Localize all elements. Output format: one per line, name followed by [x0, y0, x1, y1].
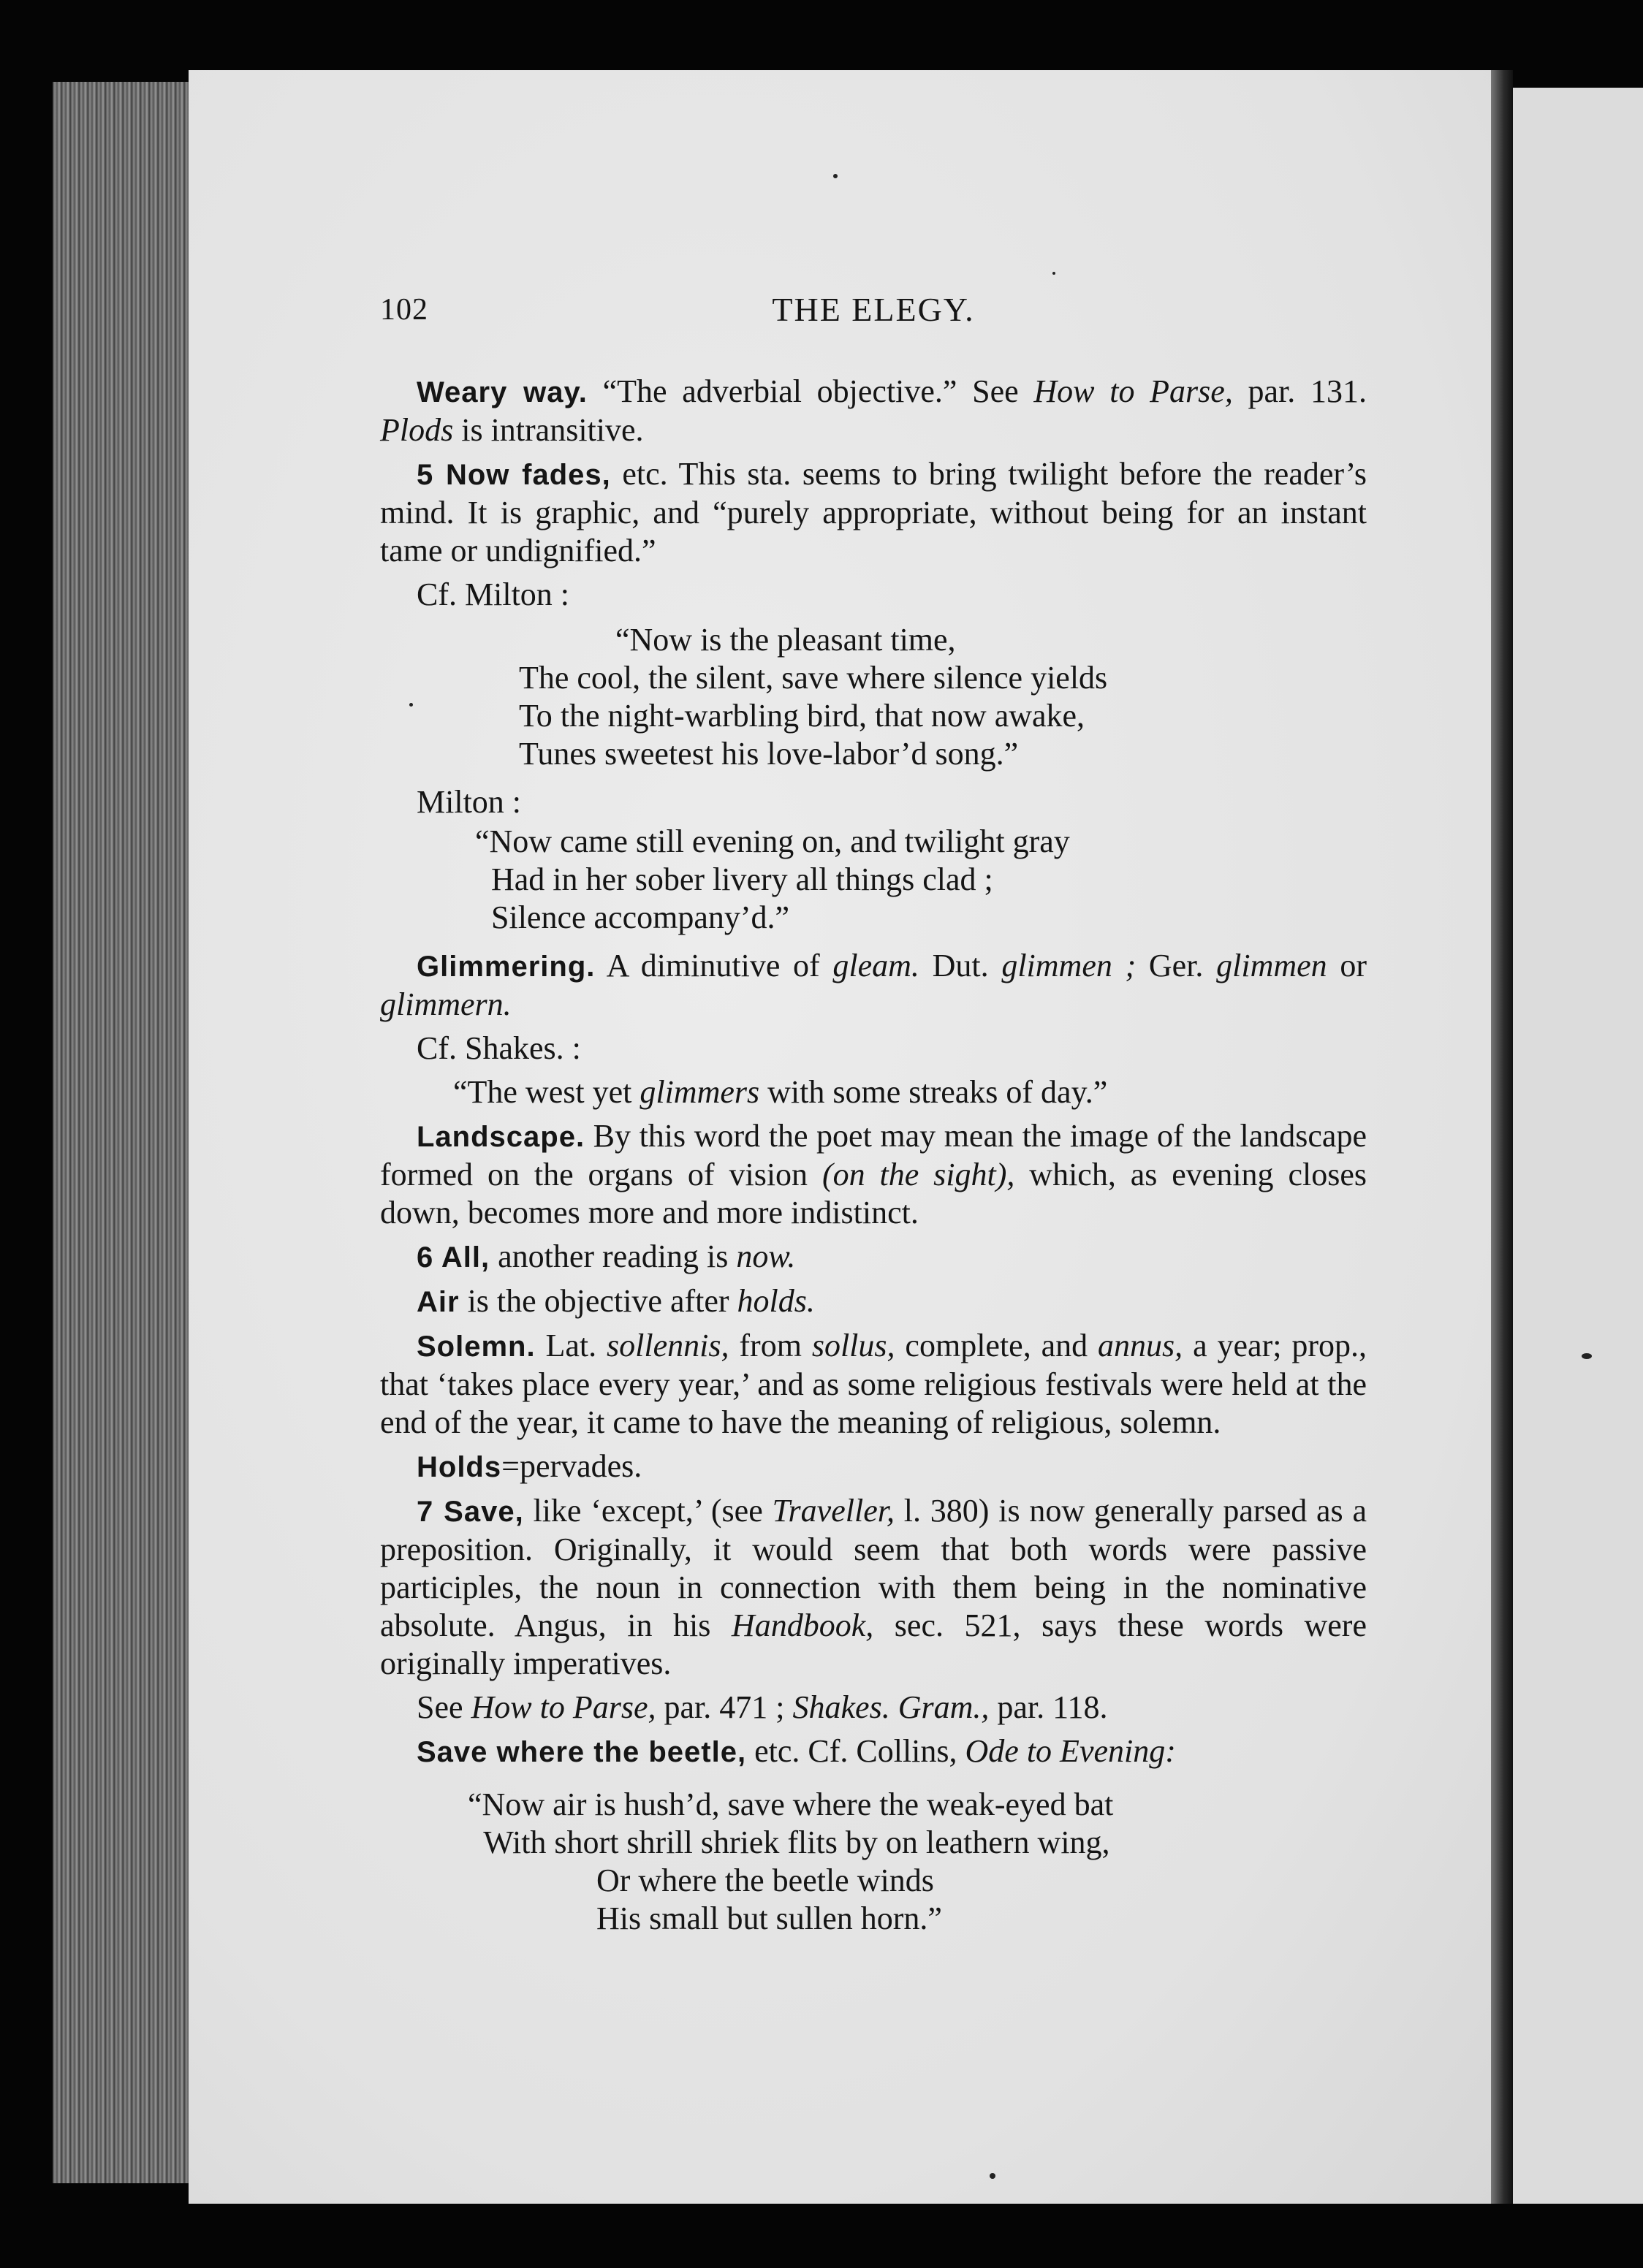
entry-text: is intransitive.: [453, 412, 644, 448]
italic-word: glimmen: [1216, 948, 1327, 983]
italic-ref: How to Parse,: [471, 1689, 656, 1725]
italic-word: sollennis,: [607, 1328, 729, 1363]
headword: All,: [441, 1241, 490, 1274]
headword: Holds: [417, 1451, 502, 1483]
line-number: 5: [417, 459, 446, 491]
quote-text: “The west yet: [453, 1074, 640, 1110]
entry-all: [380, 1238, 1367, 1276]
entry-text: is the objective after: [459, 1283, 737, 1319]
headword: Glimmering.: [417, 951, 596, 983]
entry-text: like ‘except,’ (see: [523, 1493, 773, 1529]
entry-air: [380, 1282, 1367, 1321]
verse-line: The cool, the silent, save where silence yields: [519, 660, 1108, 696]
entry-text: “The adverbial objective.” See: [587, 373, 1034, 409]
entry-text: See: [417, 1689, 471, 1725]
headword: Now fades,: [445, 459, 611, 491]
shakes-quote: [453, 1073, 1367, 1111]
verse-line: To the night-warbling bird, that now awake,: [519, 698, 1085, 734]
entry-text: =pervades.: [501, 1448, 642, 1484]
verse-line: Had in her sober livery all things clad ;: [475, 861, 993, 897]
entry-text: from: [729, 1328, 812, 1363]
italic-phrase: (on the sight),: [822, 1157, 1015, 1192]
line-number: 7: [417, 1496, 444, 1528]
cf-shakes: Cf. Shakes. :: [417, 1030, 581, 1066]
milton-label: Milton :: [417, 784, 522, 820]
verse-line: Or where the beetle winds: [468, 1862, 934, 1898]
italic-word: glimmen ;: [1001, 948, 1137, 983]
verse-line: “Now is the pleasant time,: [519, 622, 956, 658]
entry-weary-way: [380, 373, 1367, 449]
entry-text: or: [1327, 948, 1367, 983]
italic-ref: Traveller,: [772, 1493, 895, 1529]
italic-ref: Handbook,: [731, 1607, 874, 1643]
italic-word: glimmers: [640, 1074, 760, 1110]
quote-text: with some streaks of day.”: [759, 1074, 1108, 1110]
facing-page: [1513, 88, 1643, 2204]
milton-quote-2: [475, 823, 1367, 937]
entry-text: Dut.: [919, 948, 1002, 983]
italic-word: glimmern.: [380, 986, 512, 1022]
italic-ref: Shakes. Gram.,: [792, 1689, 990, 1725]
entry-save: [380, 1492, 1367, 1683]
entry-now-fades: [380, 455, 1367, 570]
entry-text: etc. This sta. seems to bring twilight before the reader’s mind. It is graphic, and “purely appropriate, without being for an instant tame or undignified.”: [380, 456, 1367, 568]
verse-line: Tunes sweetest his love-labor’d song.”: [519, 736, 1019, 772]
page-header: [380, 291, 1367, 335]
milton-quote-1: [519, 621, 1367, 773]
verse-line: “Now came still evening on, and twilight gray: [475, 823, 1070, 859]
headword: Air: [417, 1286, 460, 1318]
page-number: 102: [380, 293, 428, 327]
italic-word: annus,: [1098, 1328, 1183, 1363]
italic-ref: Ode to Evening:: [965, 1733, 1176, 1769]
entry-text: A diminutive of: [595, 948, 833, 983]
entry-text: Ger.: [1136, 948, 1217, 983]
entry-text: sec. 521, says these words were originally imperatives.: [380, 1607, 1367, 1681]
entry-save-where-beetle: [380, 1732, 1367, 1771]
italic-word: now.: [736, 1238, 796, 1274]
entry-text: Lat.: [535, 1328, 607, 1363]
italic-word: Plods: [380, 412, 454, 448]
see-references: [380, 1689, 1367, 1727]
entry-text: par. 471 ;: [656, 1689, 793, 1725]
entry-text: par. 118.: [989, 1689, 1108, 1725]
italic-word: gleam.: [832, 948, 919, 983]
entry-text: another reading is: [490, 1238, 737, 1274]
entry-text: By this word the poet may mean the image of the landscape formed on the organs of vision: [380, 1118, 1367, 1192]
italic-word: sollus,: [811, 1328, 895, 1363]
cf-milton: Cf. Milton :: [417, 576, 570, 612]
headword: Solemn.: [417, 1331, 536, 1363]
headword: Save where the beetle,: [417, 1736, 747, 1768]
headword: Weary way.: [417, 376, 588, 408]
verse-line: With short shrill shriek flits by on leathern wing,: [468, 1824, 1110, 1860]
italic-ref: How to Parse,: [1033, 373, 1233, 409]
entry-text: a year; prop., that ‘takes place every year,’ and as some religious festivals were held at the end of the year, it came to have the meaning of religious, solemn.: [380, 1328, 1367, 1440]
headword: Save,: [444, 1496, 524, 1528]
entry-solemn: [380, 1327, 1367, 1442]
entry-text: par. 131.: [1232, 373, 1367, 409]
entry-landscape: [380, 1117, 1367, 1232]
book-page-edges: [53, 82, 199, 2183]
entry-holds: [380, 1447, 1367, 1486]
entry-text: complete, and: [895, 1328, 1099, 1363]
entry-text: etc. Cf. Collins,: [746, 1733, 965, 1769]
entry-text: which, as evening closes down, becomes more and more indistinct.: [380, 1157, 1367, 1230]
headword: Landscape.: [417, 1121, 585, 1153]
entry-glimmering: [380, 947, 1367, 1024]
entry-text: l. 380) is now generally parsed as a preposition. Originally, it would seem that both words were passive participles, the noun in connection with them being in the nominative absolute. Angus, in his: [380, 1493, 1367, 1643]
running-title: THE ELEGY.: [772, 291, 975, 328]
verse-line: Silence accompany’d.”: [475, 899, 790, 935]
italic-word: holds.: [737, 1283, 815, 1319]
verse-line: His small but sullen horn.”: [468, 1900, 942, 1936]
verse-line: “Now air is hush’d, save where the weak-eyed bat: [468, 1786, 1114, 1822]
book-gutter: [1491, 70, 1513, 2204]
collins-quote: [468, 1786, 1367, 1938]
line-number: 6: [417, 1241, 441, 1274]
